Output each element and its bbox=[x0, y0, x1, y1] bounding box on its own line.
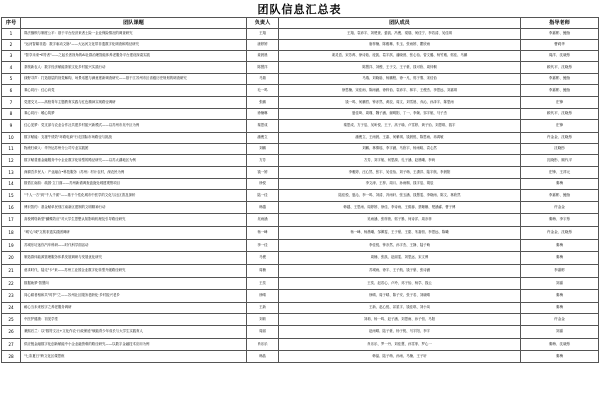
row-leader: 秦思成 bbox=[247, 120, 279, 133]
row-leader: 韩晶 bbox=[247, 351, 279, 363]
table-row bbox=[2, 314, 599, 326]
header-no: 序号 bbox=[2, 18, 21, 29]
row-topic: 物流归载入：华外运苏州分公司专业实践团 bbox=[21, 144, 247, 155]
row-leader: 刘鹏 bbox=[247, 144, 279, 155]
table-row bbox=[2, 252, 599, 265]
row-members: 刘鹏、林倩瑶、李宇涵、马欣宇、杨雨暄、袁心然 bbox=[279, 144, 521, 155]
row-members: 方芳、刘宇航、何思源、孔子涵、赵晨曦、李尚 bbox=[279, 155, 521, 167]
row-topic: "运河智媒非遗：数字驱动文脉"——大运河文化带非遗数字化调查和路径研究 bbox=[21, 40, 247, 51]
table-row bbox=[2, 303, 599, 314]
row-leader: 王新 bbox=[247, 303, 279, 314]
row-leader: 徐晴 bbox=[247, 290, 279, 303]
row-advisor: 秦梅 bbox=[521, 303, 599, 314]
row-topic: 耐心当未来校字之养老服务调研 bbox=[21, 303, 247, 314]
table-row bbox=[2, 167, 599, 179]
table-row bbox=[2, 214, 599, 227]
row-members: 徐晴、周子晴、陈子安、张子若、刘晓晴 bbox=[279, 290, 521, 303]
row-topic: "智享未来•E符者"——之起长者视角的AI社群治理智能体养老服务平台建设探索实践 bbox=[21, 51, 247, 62]
row-members: 潘俊立、王雨晨、王嘉、何紫琪、钱晨悦、陈思雨、冉鸿敏 bbox=[279, 133, 521, 144]
row-members: 肖乐乐、罗一丹、刘佳慧、孙雪菲、罗心一 bbox=[279, 339, 521, 351]
table-body bbox=[2, 29, 599, 363]
row-advisor: 刘嘉 bbox=[521, 326, 599, 339]
row-members: 徐思楠、宋佳雨、陈雨涵、徐梓怡、袁沛宇、林宇、王俊杰、李思远、刘嘉琪 bbox=[279, 85, 521, 97]
row-number: 17 bbox=[2, 214, 21, 227]
row-number: 16 bbox=[2, 202, 21, 214]
row-topic: 高校网络新型"蝴蝶效应"对大学生思想认知影响机理及引导路径研究 bbox=[21, 214, 247, 227]
row-number: 14 bbox=[2, 179, 21, 190]
row-leader: 唐婷婷 bbox=[247, 40, 279, 51]
row-advisor: 李嘉彬、鲍怡 bbox=[521, 190, 599, 202]
row-number: 19 bbox=[2, 240, 21, 252]
row-advisor: 许金金 bbox=[521, 202, 599, 214]
row-topic: 绿野寻声：打造基层的视觉解构，场景话题与满意度新调查研究——基于江苏州市区省级历史规划的调查研究 bbox=[21, 74, 247, 85]
row-advisor: 许金金 bbox=[521, 314, 599, 326]
row-leader: 王翔 bbox=[247, 29, 279, 40]
table-row bbox=[2, 51, 599, 62]
row-members: 夏佳琦、周瑾、魏子涵、谢明阳、丁一、李婉、邹宇航、马子杰 bbox=[279, 109, 521, 120]
row-advisor: 李嘉彬 bbox=[521, 265, 599, 278]
table-row bbox=[2, 97, 599, 109]
table-row bbox=[2, 179, 599, 190]
table-row bbox=[2, 326, 599, 339]
row-topic: 供应链金融数字化创新赋能中小企业融资难的路径研究——以数字金融技术应用为例 bbox=[21, 339, 247, 351]
row-number: 2 bbox=[2, 40, 21, 51]
row-members: 马瑞、刘晓晗、杨鹏程、徐一凡、郭子骞、宋佳怡 bbox=[279, 74, 521, 85]
table-row bbox=[2, 120, 599, 133]
table-row bbox=[2, 351, 599, 363]
row-leader: 徐悦 bbox=[247, 179, 279, 190]
row-members: 唐梓楠、陈雅琳、朱玉、张雨婷、瞿欣雨 bbox=[279, 40, 521, 51]
row-topic: 乘心同行：暖心筑梦 bbox=[21, 109, 247, 120]
table-row bbox=[2, 240, 599, 252]
row-leader: 张鹏 bbox=[247, 97, 279, 109]
table-row bbox=[2, 40, 599, 51]
row-members: 钱一鸣、何鹏哲、钟亦然、黄辰、周文、刘雪晨、乔沁、孙泽宇、陈思雨 bbox=[279, 97, 521, 109]
row-members: 韩越、王思雨、周婷婷、徐佳、李诗雨、王熙蓉、蔡姗姗、楚涵睿、曹子博 bbox=[279, 202, 521, 214]
row-leader: 姜晨晨 bbox=[247, 51, 279, 62]
row-advisor: 刘嘉 bbox=[521, 278, 599, 290]
row-members: 苏城雨、徐宇、王子航、钱子豪、张诗涵 bbox=[279, 265, 521, 278]
row-number: 25 bbox=[2, 314, 21, 326]
page-title: 团队信息汇总表 bbox=[257, 3, 342, 16]
row-number: 10 bbox=[2, 133, 21, 144]
row-topic: 党建交叉——高校青年主题教育实践与红色精神实现路径调研 bbox=[21, 97, 247, 109]
row-leader: 马瑞 bbox=[247, 74, 279, 85]
row-leader: 周丽 bbox=[247, 326, 279, 339]
row-leader: 杨一峰 bbox=[247, 227, 279, 240]
row-topic: 数字赋普惠金融服务中小企业数字化转型的路径研究——以苏太湖地区为例 bbox=[21, 155, 247, 167]
row-number: 28 bbox=[2, 351, 21, 363]
row-members: 秦思成、方子辰、吴昕悦、王子、高子瑜、卢雪婷、黄子怡、刘思琪、钱宇 bbox=[279, 120, 521, 133]
row-number: 23 bbox=[2, 290, 21, 303]
header-advisor: 指导老师 bbox=[521, 18, 599, 29]
row-topic: 数据助梦·智慧向 bbox=[21, 278, 247, 290]
row-number: 24 bbox=[2, 303, 21, 314]
row-topic: 中医护健康：初见学堂 bbox=[21, 314, 247, 326]
row-topic: "七彩夏日"跨文化区课思练 bbox=[21, 351, 247, 363]
row-topic: 数悟江南韵：疏园·立门面——苏州新谱调查盘旋处城建观察项目 bbox=[21, 179, 247, 190]
row-members: 李文涛、王梓、周月、孙雨桐、钱宇辰、胡辰 bbox=[279, 179, 521, 190]
row-members: 王新、赵心悦、祁星宇、钱佳琪、刘小凤 bbox=[279, 303, 521, 314]
row-advisor: 秦梅 bbox=[521, 240, 599, 252]
row-topic: 算法枷锁与制度公平：基于平台经济来者土险一企业保险情况的调查研究 bbox=[21, 29, 247, 40]
header-members: 团队成员 bbox=[279, 18, 521, 29]
table-row bbox=[2, 265, 599, 278]
row-leader: 陆一佳 bbox=[247, 190, 279, 202]
table-row bbox=[2, 290, 599, 303]
header-leader: 负责人 bbox=[247, 18, 279, 29]
row-number: 1 bbox=[2, 29, 21, 40]
table-row bbox=[2, 74, 599, 85]
row-leader: 方芳 bbox=[247, 155, 279, 167]
row-number: 18 bbox=[2, 227, 21, 240]
team-table bbox=[1, 17, 599, 363]
header-topic: 团队课题 bbox=[21, 18, 247, 29]
row-number: 27 bbox=[2, 339, 21, 351]
row-members: 周楠、张凯、赵丽雯、刘思远、宋文博 bbox=[279, 252, 521, 265]
row-number: 9 bbox=[2, 120, 21, 133]
row-members: 李雅婷、汪心然、张宇、吴佳怡、刘子萌、王潇洋、陆宇航、李晨阳 bbox=[279, 167, 521, 179]
row-topic: 博识智约：基金赋单民别江南新区建制的文明精神行动 bbox=[21, 202, 247, 214]
table-row bbox=[2, 85, 599, 97]
table-row bbox=[2, 278, 599, 290]
row-topic: 兼熙后兰：以"数符文社+文化作农·行政保延"赋能青少年成长与大学生实践育人 bbox=[21, 326, 247, 339]
row-advisor: 沈晓彤、顾代平 bbox=[521, 155, 599, 167]
table-row bbox=[2, 202, 599, 214]
row-advisor: 李嘉彬、鲍怡 bbox=[521, 85, 599, 97]
row-members: 王奕、赵若心、卢玲、邓子怡、杨学、钱云 bbox=[279, 278, 521, 290]
table-row bbox=[2, 227, 599, 240]
row-members: 刘莉、杨一鸣、赵子涵、刘思雨、孙子恒、马阳 bbox=[279, 314, 521, 326]
row-members: 吴雨涵、张梓萱、郭子墨、何诗洋、周亦菲 bbox=[279, 214, 521, 227]
row-advisor: 沈晓彤 bbox=[521, 144, 599, 155]
table-row bbox=[2, 190, 599, 202]
row-topic: 苏城东坊迷你汽车科研——时代科学面活动 bbox=[21, 240, 247, 252]
row-advisor: 周洋、沈晓彤 bbox=[521, 51, 599, 62]
row-advisor: 秦梅 bbox=[521, 351, 599, 363]
row-leader: 马俊 bbox=[247, 252, 279, 265]
row-members: 杨一峰、杨晨曦、邹佩雯、王子豪、王甜、朱嘉恒、李思远、陈曦 bbox=[279, 227, 521, 240]
row-leader: 吴雨涵 bbox=[247, 214, 279, 227]
row-members: 李佳悦、钟亦然、孙宇杰、王静、陆子萌 bbox=[279, 240, 521, 252]
table-row bbox=[2, 62, 599, 74]
row-leader: 陈慧洋 bbox=[247, 62, 279, 74]
row-advisor: 庄锋 bbox=[521, 97, 599, 109]
row-leader: 肖乐乐 bbox=[247, 339, 279, 351]
row-number: 26 bbox=[2, 326, 21, 339]
row-topic: 意求时代，陆走"卡"来——苏州工业园企业数字化转型升级路径研究 bbox=[21, 265, 247, 278]
row-number: 22 bbox=[2, 278, 21, 290]
row-number: 3 bbox=[2, 51, 21, 62]
row-members: 陈慧洋、刘俊、王子文、王子豪、钱可欣、周仲桐 bbox=[279, 62, 521, 74]
row-topic: 制造群体能源管理服务体系发展调研与发展优化研究 bbox=[21, 252, 247, 265]
row-leader: 刘莉 bbox=[247, 314, 279, 326]
row-leader: 韩越 bbox=[247, 202, 279, 214]
row-advisor: 许金金、沈晓彤 bbox=[521, 227, 599, 240]
header-row bbox=[2, 18, 599, 29]
row-topic: 茶旅新农人：数字经济赋能茶旅文化乡村振兴实践行动 bbox=[21, 62, 247, 74]
row-topic: 深耕吾乡民人：产业融合•科技服务（苏州）村计农村，深农民为例 bbox=[21, 167, 247, 179]
row-members: 赵雨晴、陆子豪、杨子锐、马宇阳、李宇 bbox=[279, 326, 521, 339]
row-leader: 王奕 bbox=[247, 278, 279, 290]
row-leader: 潘俊立 bbox=[247, 133, 279, 144]
row-topic: 同心耕者相和共"时护"之——苏州社区服务老龄化·乡村振兴老乡 bbox=[21, 290, 247, 303]
table-row bbox=[2, 339, 599, 351]
row-topic: 红心见梦：党支部与农业合作社共建乡村振兴新模式——以苏州市吴中区为例 bbox=[21, 120, 247, 133]
row-advisor: 秦梅 bbox=[521, 290, 599, 303]
row-advisor: 秦梅 bbox=[521, 179, 599, 190]
row-leader: 徐楠琳 bbox=[247, 109, 279, 120]
row-number: 7 bbox=[2, 97, 21, 109]
row-number: 6 bbox=[2, 85, 21, 97]
row-leader: 周楠 bbox=[247, 265, 279, 278]
row-topic: "千人一方"到"千人千面"——基于个性化城市中医学的文化与社区普及探析 bbox=[21, 190, 247, 202]
row-advisor: 李嘉彬、鲍怡 bbox=[521, 74, 599, 85]
table-row bbox=[2, 29, 599, 40]
row-members: 陆佳悦、夏沁、李一鸣、刘清、冯雨轩、张玉涵、钱慧雯、李晓雨、陈文、林欣然 bbox=[279, 190, 521, 202]
row-number: 4 bbox=[2, 62, 21, 74]
row-number: 8 bbox=[2, 109, 21, 120]
row-topic: "城'心'城"文旅非遗实践团调研 bbox=[21, 227, 247, 240]
row-leader: 钱一婷 bbox=[247, 167, 279, 179]
row-advisor: 许金金、沈晓彤 bbox=[521, 133, 599, 144]
row-topic: 数字赋能：支援牛绩效"环路电商"行走国际市场路径与挑战 bbox=[21, 133, 247, 144]
row-number: 21 bbox=[2, 265, 21, 278]
row-advisor: 曹莉华 bbox=[521, 40, 599, 51]
table-row bbox=[2, 133, 599, 144]
row-number: 13 bbox=[2, 167, 21, 179]
row-members: 王翔、袁沛宇、刘楚萱、晏凯、冯俊、梁瑞、何佳宁、李若清、吴佳琪 bbox=[279, 29, 521, 40]
row-leader: 毛一鸣 bbox=[247, 85, 279, 97]
table-row bbox=[2, 155, 599, 167]
row-advisor: 庄锋 bbox=[521, 120, 599, 133]
row-number: 15 bbox=[2, 190, 21, 202]
row-number: 5 bbox=[2, 74, 21, 85]
table-row bbox=[2, 144, 599, 155]
row-advisor: 秦梅 bbox=[521, 252, 599, 265]
row-number: 12 bbox=[2, 155, 21, 167]
row-advisor: 秦梅、沈晓彤 bbox=[521, 339, 599, 351]
row-members: 姜灵语、宋芳苒、徐诗茹、庞凯、葛宇淇、潘晓萱、张心怡、曾文璐、杨竹雅、郭佳、马鹏 bbox=[279, 51, 521, 62]
row-leader: 李一佳 bbox=[247, 240, 279, 252]
row-advisor: 李嘉彬、鲍怡 bbox=[521, 29, 599, 40]
row-advisor: 秦梅、李宇彤 bbox=[521, 214, 599, 227]
row-advisor: 顾代平、沈晓彤 bbox=[521, 62, 599, 74]
row-number: 11 bbox=[2, 144, 21, 155]
row-advisor: 庄锋、王祥元 bbox=[521, 167, 599, 179]
row-topic: 乘心同行：红心向党 bbox=[21, 85, 247, 97]
row-advisor: 顾代平、沈晓彤 bbox=[521, 109, 599, 120]
row-number: 20 bbox=[2, 252, 21, 265]
table-row bbox=[2, 109, 599, 120]
row-members: 韩晶、陆子萌、孙雨、马楠、王子轩 bbox=[279, 351, 521, 363]
